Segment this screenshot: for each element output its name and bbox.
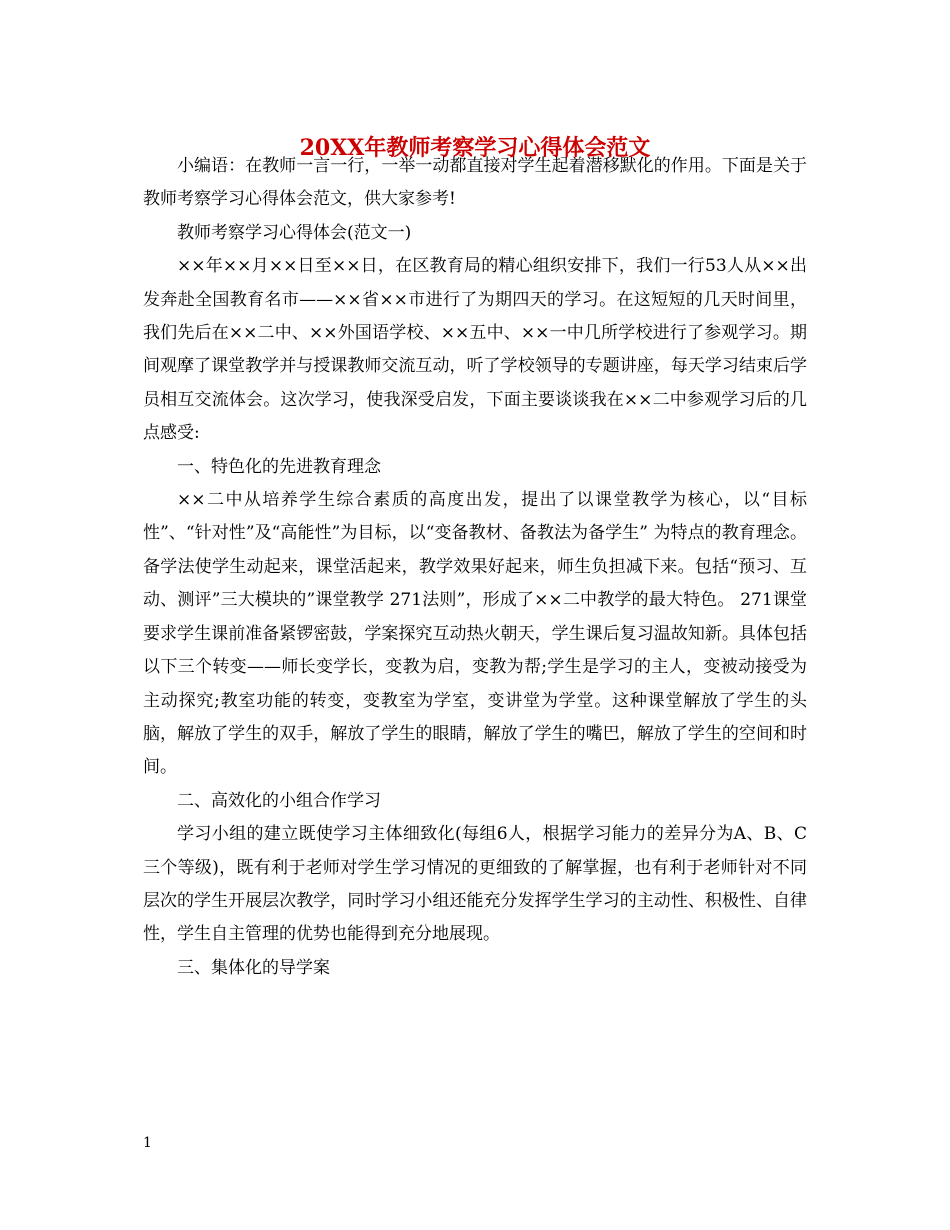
body-paragraph: 学习小组的建立既使学习主体细致化(每组6人，根据学习能力的差异分为A、B、C三个等级)，既有利于老师对学生学习情况的更细致的了解掌握，也有利于老师针对不同层次的学生开展层次教学，同时学习小组还能充分发挥学生学习的主动性、积极性、自律性，学生自主管理的优势也能得到充分地展现。 [143, 824, 807, 945]
body-paragraph: ××二中从培养学生综合素质的高度出发，提出了以课堂教学为核心，以“目标性”、“针对性”及“高能性”为目标，以“变备教材、备教法为备学生” 为特点的教育理念。备学法使学生动起来，课堂活起来，教学效果好起来，师生负担减下来。包括“预习、互动、测评”三大模块的”课堂教学 271法则”，形成了××二中教学的最大特色。 271课堂要求学生课前准备紧锣密鼓，学案探究互动热火朝天，学生课后复习温故知新。具体包括以下三个转变——师长变学长，变教为启，变教为帮;学生是学习的主人，变被动接受为主动探究;教室功能的转变，变教室为学室，变讲堂为学堂。这种课堂解放了学生的头脑，解放了学生的双手，解放了学生的眼睛，解放了学生的嘴巴，解放了学生的空间和时间。 [143, 490, 807, 778]
page-title: 20XX年教师考察学习心得体会范文 [299, 135, 651, 161]
section-heading: 一、特色化的先进教育理念 [177, 456, 381, 477]
intro-paragraph: 小编语：在教师一言一行，一举一动都直接对学生起着潜移默化的作用。下面是关于教师考察学习心得体会范文，供大家参考! [143, 156, 807, 210]
section-heading: 三、集体化的导学案 [177, 957, 330, 978]
section-heading: 二、高效化的小组合作学习 [177, 790, 381, 811]
article-subtitle: 教师考察学习心得体会(范文一) [177, 222, 412, 243]
page-number: 1 [143, 1135, 152, 1151]
document-body [143, 150, 807, 985]
body-paragraph: ××年××月××日至××日，在区教育局的精心组织安排下，我们一行53人从××出发奔赴全国教育名市——××省××市进行了为期四天的学习。在这短短的几天时间里，我们先后在××二中、××外国语学校、××五中、××一中几所学校进行了参观学习。期间观摩了课堂教学并与授课教师交流互动，听了学校领导的专题讲座，每天学习结束后学员相互交流体会。这次学习，使我深受启发，下面主要谈谈我在××二中参观学习后的几点感受: [143, 256, 807, 444]
